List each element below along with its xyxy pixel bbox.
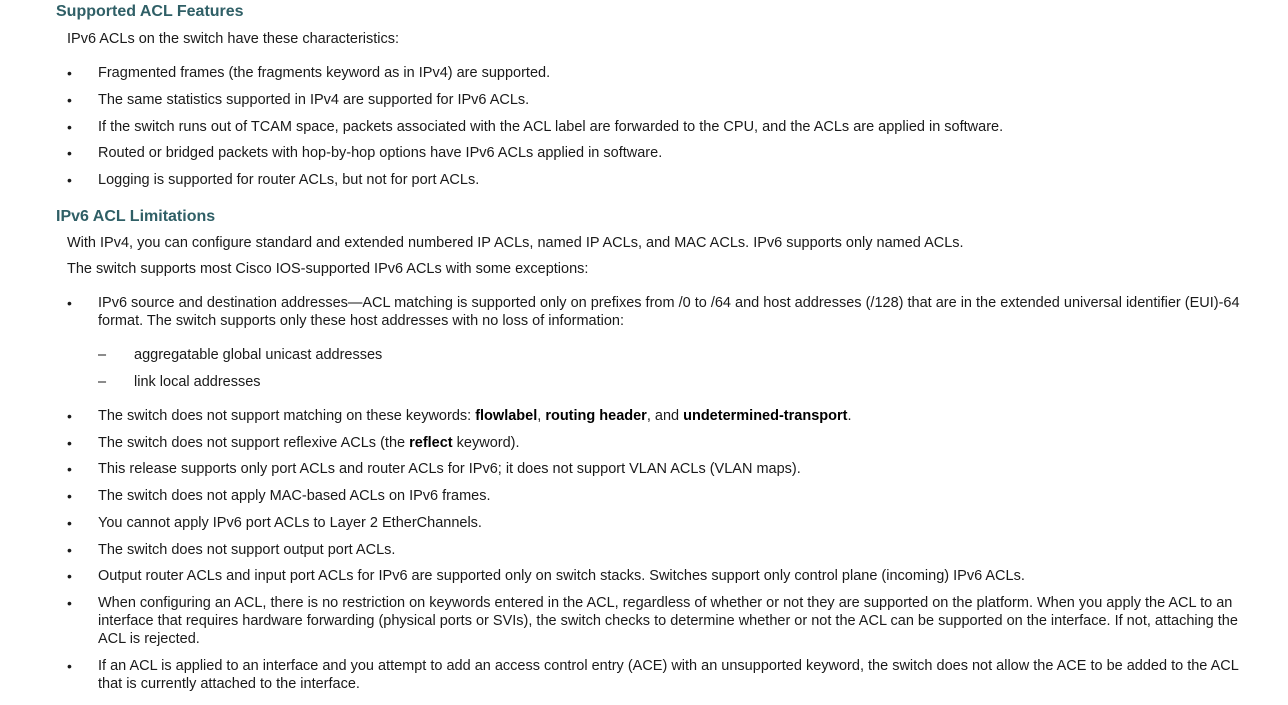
bullet-icon: • bbox=[67, 595, 72, 611]
section-heading-supported-acl-features: Supported ACL Features bbox=[56, 3, 244, 20]
list-item-text: The same statistics supported in IPv4 are supported for IPv6 ACLs. bbox=[98, 92, 530, 108]
bullet-icon: • bbox=[67, 408, 72, 424]
bullet-icon: • bbox=[67, 658, 72, 674]
text-run: . bbox=[847, 408, 852, 424]
text-run: keyword). bbox=[452, 435, 520, 451]
list-item-text: The switch does not support output port ACLs. bbox=[98, 542, 396, 558]
list-item-text: If an ACL is applied to an interface and you attempt to add an access control entry (ACE) with an unsupported keyword, the switch does not allow the ACE to be added to the ACL that is currently attached to the interface. bbox=[98, 658, 1239, 692]
list-item-text: Fragmented frames (the fragments keyword as in IPv4) are supported. bbox=[98, 65, 551, 81]
section-heading-ipv6-acl-limitations: IPv6 ACL Limitations bbox=[56, 208, 216, 225]
list-item-text: Logging is supported for router ACLs, but not for port ACLs. bbox=[98, 172, 480, 188]
bullet-icon: • bbox=[67, 172, 72, 188]
bullet-icon: • bbox=[67, 568, 72, 584]
keyword-reflect: reflect bbox=[409, 435, 453, 451]
list-item-text: If the switch runs out of TCAM space, packets associated with the ACL label are forwarded to the CPU, and the ACLs are applied in software. bbox=[98, 119, 1004, 135]
list-item-text: Routed or bridged packets with hop-by-hop options have IPv6 ACLs applied in software. bbox=[98, 145, 663, 161]
text-run: The switch does not support reflexive ACLs (the bbox=[98, 435, 410, 451]
bullet-icon: • bbox=[67, 295, 72, 311]
dash-icon: – bbox=[98, 347, 107, 363]
bullet-icon: • bbox=[67, 145, 72, 161]
keyword-undetermined-transport: undetermined-transport bbox=[683, 408, 848, 424]
bullet-icon: • bbox=[67, 542, 72, 558]
section1-intro: IPv6 ACLs on the switch have these characteristics: bbox=[67, 31, 400, 47]
bullet-icon: • bbox=[67, 488, 72, 504]
bullet-icon: • bbox=[67, 461, 72, 477]
list-item-text: This release supports only port ACLs and router ACLs for IPv6; it does not support VLAN ACLs (VLAN maps). bbox=[98, 461, 801, 477]
dash-icon: – bbox=[98, 374, 107, 390]
section2-para2: The switch supports most Cisco IOS-supported IPv6 ACLs with some exceptions: bbox=[67, 261, 589, 277]
sub-list-item-text: link local addresses bbox=[134, 374, 261, 390]
text-run: , bbox=[537, 408, 546, 424]
list-item-text: IPv6 source and destination addresses—ACL matching is supported only on prefixes from /0 to /64 and host addresses (/128) that are in the extended universal identifier (EUI)-64 format. The switch supports only these host addresses with no loss of information: bbox=[98, 295, 1240, 329]
list-item-text bbox=[98, 407, 1256, 425]
bullet-icon: • bbox=[67, 65, 72, 81]
list-item-text: You cannot apply IPv6 port ACLs to Layer 2 EtherChannels. bbox=[98, 515, 482, 531]
bullet-icon: • bbox=[67, 119, 72, 135]
bullet-icon: • bbox=[67, 435, 72, 451]
keyword-flowlabel: flowlabel bbox=[475, 408, 538, 424]
sub-list-item-text: aggregatable global unicast addresses bbox=[134, 347, 383, 363]
list-item-text: When configuring an ACL, there is no restriction on keywords entered in the ACL, regardless of whether or not they are supported on the platform. When you apply the ACL to an interface that requires hardware forwarding (physical ports or SVIs), the switch checks to determine whether or not the ACL can be supported on the interface. If not, attaching the ACL is rejected. bbox=[98, 595, 1238, 647]
section2-para1: With IPv4, you can configure standard and extended numbered IP ACLs, named IP ACLs, and MAC ACLs. IPv6 supports only named ACLs. bbox=[67, 235, 964, 251]
list-item-text bbox=[98, 434, 1256, 452]
bullet-icon: • bbox=[67, 515, 72, 531]
list-item-text: Output router ACLs and input port ACLs for IPv6 are supported only on switch stacks. Switches support only control plane (incoming) IPv6 ACLs. bbox=[98, 568, 1025, 584]
keyword-routing-header: routing header bbox=[545, 408, 647, 424]
text-run: The switch does not support matching on these keywords: bbox=[98, 408, 476, 424]
text-run: , and bbox=[646, 408, 684, 424]
list-item-text: The switch does not apply MAC-based ACLs on IPv6 frames. bbox=[98, 488, 491, 504]
bullet-icon: • bbox=[67, 92, 72, 108]
